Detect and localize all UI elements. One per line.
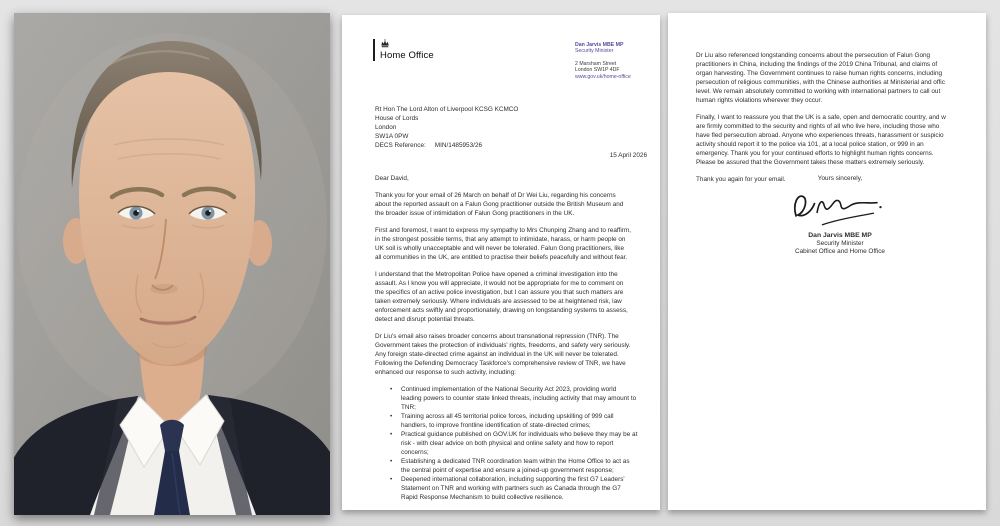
signature-block bbox=[740, 175, 940, 256]
sender-address-block bbox=[575, 42, 631, 80]
paragraph: First and foremost, I want to express my sympathy to Mrs Chunping Zhang and to reaffirm, in the strongest possible terms, that any attempt to intimidate, harass, or harm people on UK soil is wholly unacceptable and will never be tolerated. Falun Gong practitioners, like all communities in the UK, are entitled to practise their beliefs peacefully and without fear. bbox=[375, 227, 631, 261]
letter-page-1 bbox=[342, 15, 660, 510]
list-item: • Deepened international collaboration, including supporting the first G7 Leaders' Statement on TNR and working with partners such as Canada through the G7 Rapid Response Mechanism to build collective resilience. bbox=[375, 475, 647, 502]
paragraph: Thank you again for your email. bbox=[696, 176, 786, 183]
sender-name: Dan Jarvis MBE MP bbox=[575, 42, 624, 48]
closing: Yours sincerely, bbox=[817, 175, 863, 182]
letter-body bbox=[375, 174, 647, 502]
portrait-illustration bbox=[14, 13, 330, 515]
paragraph: Finally, I want to reassure you that the UK is a safe, open and democratic country, and w are firmly committed to the security and rights of all who live here, including those who have fled persecution abroad. Anyone who experiences threats, harassment or suspicio activity should report it to the police via 101, at a local police station, or 999 in an emergency. Thank you for your continued efforts to highlight human rights concerns. Please be assured that the Government takes these matters extremely seriously. bbox=[696, 114, 946, 166]
reference-value: MIN/1485953/26 bbox=[434, 142, 483, 149]
paragraph: Thank you for your email of 26 March on behalf of Dr Wei Liu, regarding his concerns about the reported assault on a Falun Gong practitioner outside the British Museum and the broader issue of intimidation of Falun Gong practitioners in the UK. bbox=[375, 192, 624, 217]
bullet-marker: • bbox=[390, 476, 393, 483]
bullet-marker: • bbox=[390, 458, 393, 465]
list-item: • Establishing a dedicated TNR coordination team within the Home Office to act as the central point of expertise and ensure a joined-up government response; bbox=[375, 457, 647, 475]
home-office-wordmark: Home Office bbox=[380, 50, 434, 61]
recipient-address: Rt Hon The Lord Alton of Liverpool KCSG KCMCO House of Lords London SW1A 0PW bbox=[375, 106, 519, 140]
bullet-marker: • bbox=[390, 431, 393, 438]
bullet-list bbox=[375, 385, 647, 502]
list-item: • Training across all 45 territorial police forces, including upskilling of 999 call handlers, to improve frontline identification of state-directed crimes; bbox=[375, 412, 647, 430]
list-item: • Continued implementation of the National Security Act 2023, providing world leading powers to counter state linked threats, including activity that may amount to TNR; bbox=[375, 385, 647, 412]
letter-page-2 bbox=[668, 13, 986, 510]
reference-line bbox=[375, 142, 482, 149]
bullet-marker: • bbox=[390, 386, 393, 393]
paragraph: Dr Liu's email also raises broader concerns about transnational repression (TNR). The Government takes the protection of individuals' rights, freedoms, and safety very seriously. Any foreign state-directed crime against an individual in the UK will never be tolerated. Following the Defending Democracy Taskforce's comprehensive review of TNR, we have enhanced our response to such activity, including: bbox=[375, 333, 631, 376]
letter-body-page2 bbox=[696, 51, 984, 192]
paragraph: Dr Liu also referenced longstanding concerns about the persecution of Falun Gong practitioners in China, including the findings of the 2019 China Tribunal, and claims of organ harvesting. The Government continues to raise human rights concerns, including persecution of religious communities, with the Chinese authorities at Ministerial and offic level. We remain absolutely committed to working with international partners to call out human rights violations wherever they occur. bbox=[696, 52, 945, 104]
signatory-title: Security Minister bbox=[816, 240, 864, 247]
sender-street: 2 Marsham Street bbox=[575, 60, 617, 67]
bullet-marker: • bbox=[390, 413, 393, 420]
portrait-photo bbox=[14, 13, 330, 515]
handwritten-signature bbox=[780, 186, 900, 230]
paragraph: I understand that the Metropolitan Police have opened a criminal investigation into the assault. As I know you will appreciate, it would not be appropriate for me to comment on the specifics of an active police investigation, but I can assure you that such matters are taken extremely seriously. Where individuals are assessed to be at heightened risk, law enforcement acts swiftly and proportionately, drawing on longstanding systems to assess, detect and disrupt potential threats. bbox=[375, 271, 628, 323]
sender-city: London SW1P 4DF bbox=[575, 67, 620, 74]
reference-label: DECS Reference: bbox=[375, 142, 426, 149]
sender-role: Security Minister bbox=[575, 48, 614, 55]
list-item: • Practical guidance published on GOV.UK for individuals who believe they may be at risk - with clear advice on both physical and online safety and how to report concerns; bbox=[375, 430, 647, 457]
home-office-logo bbox=[373, 39, 434, 61]
sender-website: www.gov.uk/home-office bbox=[575, 73, 631, 80]
letter-date: 15 April 2026 bbox=[609, 152, 647, 159]
crown-icon bbox=[380, 39, 390, 48]
signatory-name: Dan Jarvis MBE MP bbox=[808, 232, 872, 239]
signatory-department: Cabinet Office and Home Office bbox=[795, 248, 885, 255]
salutation: Dear David, bbox=[375, 175, 409, 182]
